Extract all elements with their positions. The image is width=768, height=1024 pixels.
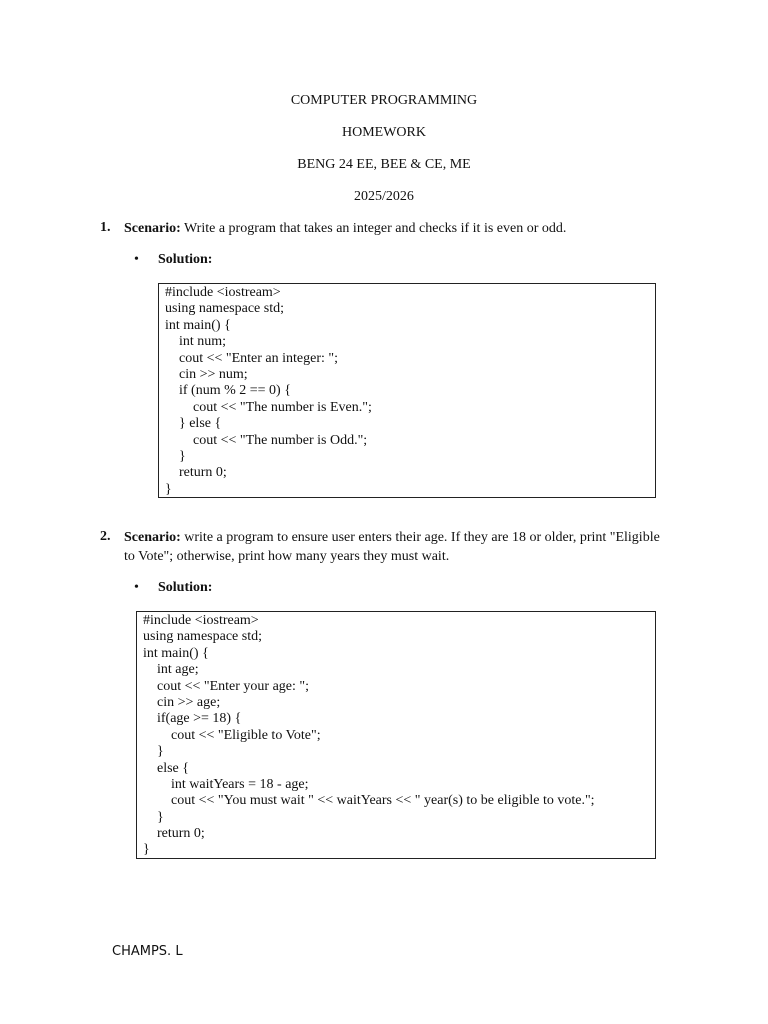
code-line: }	[143, 809, 164, 825]
solution-label: Solution:	[158, 252, 213, 267]
bullet-icon: •	[134, 580, 139, 595]
code-line: cin >> age;	[143, 694, 221, 710]
code-line: }	[165, 448, 186, 464]
code-line: using namespace std;	[165, 301, 284, 317]
question-1-number: 1.	[100, 220, 111, 235]
code-line: } else {	[165, 416, 222, 432]
code-line: }	[143, 842, 150, 858]
code-line: return 0;	[143, 826, 205, 842]
code-line: int waitYears = 18 - age;	[143, 776, 309, 792]
question-2-scenario	[124, 528, 664, 566]
bullet-icon: •	[134, 252, 139, 267]
code-block-2	[136, 611, 656, 859]
course-title: COMPUTER PROGRAMMING	[290, 93, 478, 108]
code-line: cout << "You must wait " << waitYears << " year(s) to be eligible to vote.";	[143, 793, 595, 809]
code-line: cin >> num;	[165, 366, 248, 382]
code-line: int main() {	[165, 317, 231, 333]
author-footer: CHAMPS. L	[112, 944, 183, 959]
code-line: if(age >= 18) {	[143, 711, 242, 727]
scenario-label: Scenario:	[124, 530, 181, 545]
academic-year: 2025/2026	[354, 189, 414, 204]
code-line: int main() {	[143, 645, 209, 661]
code-line: #include <iostream>	[143, 613, 259, 628]
code-block-1	[158, 283, 656, 498]
code-line: int num;	[165, 334, 227, 350]
code-line: cout << "The number is Even.";	[165, 399, 372, 415]
code-line: int age;	[143, 662, 199, 678]
code-line: return 0;	[165, 465, 227, 481]
code-line: cout << "The number is Odd.";	[165, 432, 368, 448]
question-2-number: 2.	[100, 529, 111, 544]
scenario-label: Scenario:	[124, 221, 181, 236]
code-line: else {	[143, 760, 189, 776]
code-line: if (num % 2 == 0) {	[165, 383, 291, 399]
code-line: #include <iostream>	[165, 285, 281, 300]
code-line: using namespace std;	[143, 629, 262, 645]
code-line: cout << "Enter an integer: ";	[165, 350, 339, 366]
code-line: }	[165, 481, 172, 497]
scenario-text: Write a program that takes an integer and checks if it is even or odd.	[180, 221, 567, 236]
solution-label: Solution:	[158, 580, 213, 595]
doc-type-heading: HOMEWORK	[342, 125, 426, 140]
code-line: cout << "Eligible to Vote";	[143, 727, 321, 743]
scenario-text: write a program to ensure user enters their age. If they are 18 or older, print "Eligible to Vote"; otherwise, print how many years they must wait.	[124, 530, 660, 564]
class-list: BENG 24 EE, BEE & CE, ME	[297, 157, 471, 172]
question-1-scenario	[124, 219, 664, 238]
code-line: cout << "Enter your age: ";	[143, 678, 310, 694]
code-line: }	[143, 744, 164, 760]
